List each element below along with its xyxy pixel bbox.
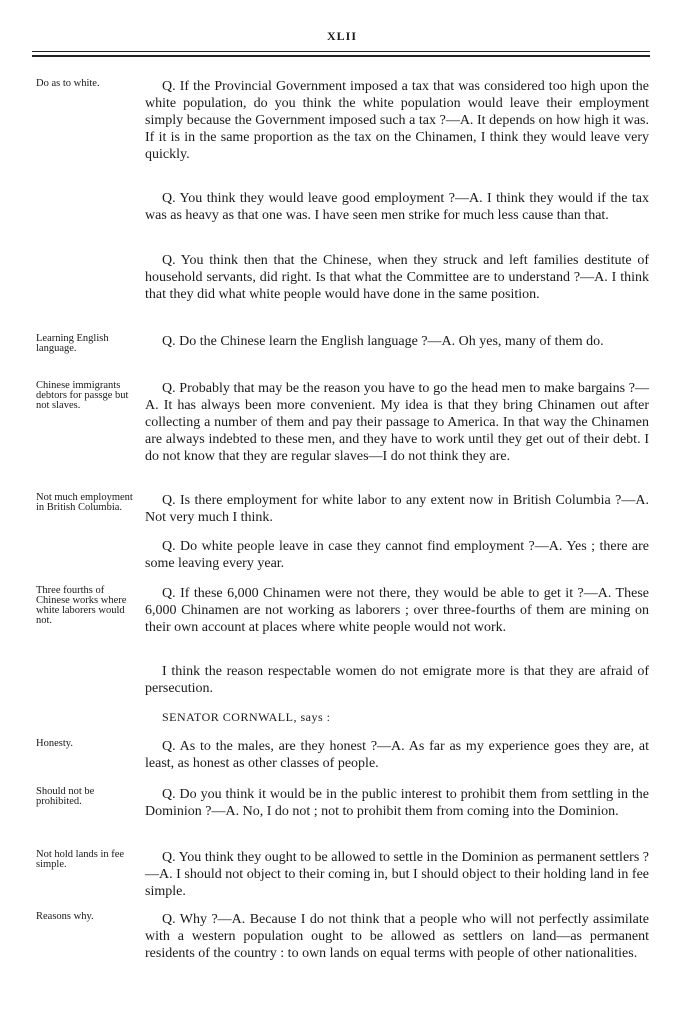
paragraph: Q. You think they ought to be allowed to settle in the Dominion as permanent settlers ?—A. I should not object to their coming in, but I should object to their holding land in fee simple. xyxy=(145,850,649,899)
margin-note: Three fourths of Chinese works where white laborers would not. xyxy=(36,585,127,626)
paragraph: Q. If these 6,000 Chinamen were not there, they would be able to get it ?—A. These 6,000 Chinamen are not working as laborers ; over three-fourths of them are mining on their own account at places where white people would not work. xyxy=(145,586,649,635)
margin-note: Learning English language. xyxy=(36,333,109,354)
paragraph: Q. Why ?—A. Because I do not think that a people who will not perfectly assimilate with a western population ought to be allowed as settlers on land—as permanent residents of the country : to own lands on equal terms with people of other nationalities. xyxy=(145,912,649,961)
paragraph: Q. You think they would leave good employment ?—A. I think they would if the tax was as heavy as that one was. I have seen men strike for much less cause than that. xyxy=(145,191,649,223)
margin-note: Should not be prohibited. xyxy=(36,786,95,807)
speaker-heading: SENATOR CORNWALL, says : xyxy=(162,710,331,724)
margin-note: Not hold lands in fee simple. xyxy=(36,849,125,870)
page-number: XLII xyxy=(326,29,357,43)
margin-note: Do as to white. xyxy=(36,78,100,89)
paragraph: Q. Do white people leave in case they cannot find employment ?—A. Yes ; there are some leaving every year. xyxy=(145,539,649,571)
paragraph: Q. Do the Chinese learn the English language ?—A. Oh yes, many of them do. xyxy=(162,334,604,349)
margin-note: Not much employment in British Columbia. xyxy=(36,492,133,513)
header-rule-thick xyxy=(32,55,650,57)
margin-note: Chinese immigrants debtors for passge but not slaves. xyxy=(36,380,129,411)
header-rule-thin xyxy=(32,51,650,52)
paragraph: Q. As to the males, are they honest ?—A. As far as my experience goes they are, at least, as honest as other classes of people. xyxy=(145,739,649,771)
paragraph: Q. Do you think it would be in the public interest to prohibit them from settling in the Dominion ?—A. No, I do not ; not to prohibit them from coming into the Dominion. xyxy=(145,787,649,819)
paragraph: Q. Probably that may be the reason you have to go the head men to make bargains ?—A. It has always been more convenient. My idea is that they bring Chinamen out after collecting a number of them and pay their passage to America. In that way the Chinamen are always indebted to these men, and they have to work until they get out of their debt. I do not know that they are regular slaves—I do not think they are. xyxy=(145,381,649,464)
paragraph: I think the reason respectable women do not emigrate more is that they are afraid of persecution. xyxy=(145,664,649,696)
paragraph: Q. You think then that the Chinese, when they struck and left families destitute of household servants, did right. Is that what the Committee are to understand ?—A. I think that they did what white people would have done in the same position. xyxy=(145,253,649,302)
paragraph: Q. If the Provincial Government imposed a tax that was considered too high upon the white population, do you think the white population would leave their employment simply because the Government imposed such a tax ?—A. It depends on how high it was. If it is in the same proportion as the tax on the Chinamen, I think they would leave very quickly. xyxy=(145,79,649,162)
margin-note: Reasons why. xyxy=(36,911,94,922)
paragraph: Q. Is there employment for white labor to any extent now in British Columbia ?—A. Not very much I think. xyxy=(145,493,649,525)
margin-note: Honesty. xyxy=(36,738,73,749)
